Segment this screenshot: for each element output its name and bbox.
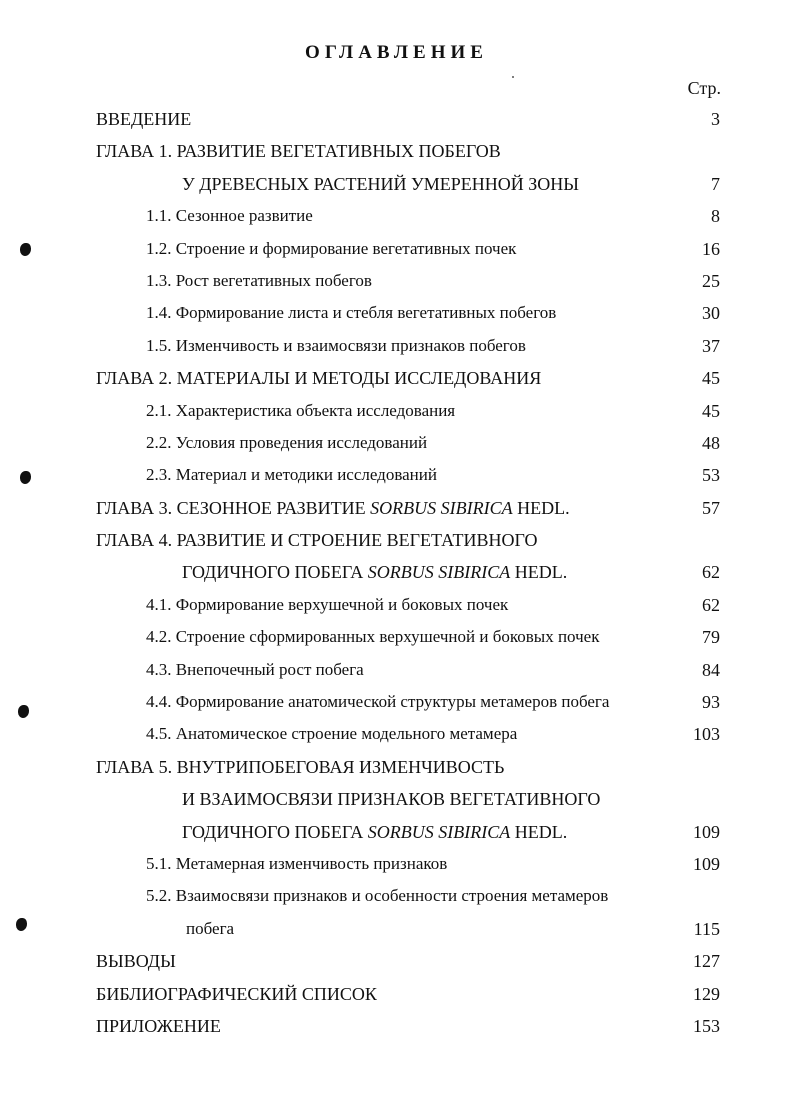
toc-entry-1-3: 1.3. Рост вегетативных побегов 25 (146, 270, 720, 291)
toc-entry-4-3: 4.3. Внепочечный рост побега 84 (146, 659, 720, 680)
toc-entry-5-1: 5.1. Метамерная изменчивость признаков 109 (146, 853, 720, 874)
toc-entry-4-4: 4.4. Формирование анатомической структуры метамеров побега 93 (146, 692, 720, 713)
toc-entry-chapter-4-cont: ГОДИЧНОГО ПОБЕГА SORBUS SIBIRICA HEDL. 62 (182, 562, 720, 583)
toc-entry-conclusions: ВЫВОДЫ 127 (96, 951, 720, 972)
toc-entry-4-2: 4.2. Строение сформированных верхушечной и боковых почек 79 (146, 627, 720, 648)
toc-entry-1-1: 1.1. Сезонное развитие 8 (146, 206, 720, 227)
page-column-label: Стр. (687, 78, 721, 98)
toc-entry-chapter-1: ГЛАВА 1. РАЗВИТИЕ ВЕГЕТАТИВНЫХ ПОБЕГОВ (96, 141, 501, 162)
toc-entry-2-3: 2.3. Материал и методики исследований 53 (146, 465, 720, 486)
toc-entry-appendix: ПРИЛОЖЕНИЕ 153 (96, 1015, 720, 1036)
page-title: ОГЛАВЛЕНИЕ (305, 42, 488, 63)
toc-entry-4-5: 4.5. Анатомическое строение модельного метамера 103 (146, 724, 720, 745)
toc-entry-2-2: 2.2. Условия проведения исследований 48 (146, 432, 720, 453)
toc-entry-5-2-cont: побега 115 (186, 918, 720, 939)
toc-entry-chapter-5-cont-2: ГОДИЧНОГО ПОБЕГА SORBUS SIBIRICA HEDL. 109 (182, 821, 720, 842)
toc-entry-1-4: 1.4. Формирование листа и стебля вегетативных побегов 30 (146, 303, 720, 324)
scan-speck (512, 76, 514, 78)
toc-entry-chapter-2: ГЛАВА 2. МАТЕРИАЛЫ И МЕТОДЫ ИССЛЕДОВАНИЯ 45 (96, 368, 720, 389)
toc-entry-chapter-5: ГЛАВА 5. ВНУТРИПОБЕГОВАЯ ИЗМЕНЧИВОСТЬ (96, 756, 505, 777)
toc-entry-4-1: 4.1. Формирование верхушечной и боковых почек 62 (146, 594, 720, 615)
toc-entry-5-2: 5.2. Взаимосвязи признаков и особенности строения метамеров (146, 886, 609, 906)
toc-entry-chapter-3: ГЛАВА 3. СЕЗОННОЕ РАЗВИТИЕ SORBUS SIBIRICA HEDL. 57 (96, 497, 720, 518)
toc-entry-chapter-4: ГЛАВА 4. РАЗВИТИЕ И СТРОЕНИЕ ВЕГЕТАТИВНОГО (96, 530, 538, 551)
toc-entry-1-2: 1.2. Строение и формирование вегетативных почек 16 (146, 238, 720, 259)
toc-entry-1-5: 1.5. Изменчивость и взаимосвязи признаков побегов 37 (146, 335, 720, 356)
toc-entry-chapter-5-cont-1: И ВЗАИМОСВЯЗИ ПРИЗНАКОВ ВЕГЕТАТИВНОГО (182, 789, 601, 810)
toc-entry-introduction: ВВЕДЕНИЕ 3 (96, 109, 720, 129)
table-of-contents (0, 103, 793, 1042)
toc-entry-bibliography: БИБЛИОГРАФИЧЕСКИЙ СПИСОК 129 (96, 983, 720, 1004)
toc-entry-2-1: 2.1. Характеристика объекта исследования 45 (146, 400, 720, 421)
toc-entry-chapter-1-cont: У ДРЕВЕСНЫХ РАСТЕНИЙ УМЕРЕННОЙ ЗОНЫ 7 (182, 173, 720, 194)
